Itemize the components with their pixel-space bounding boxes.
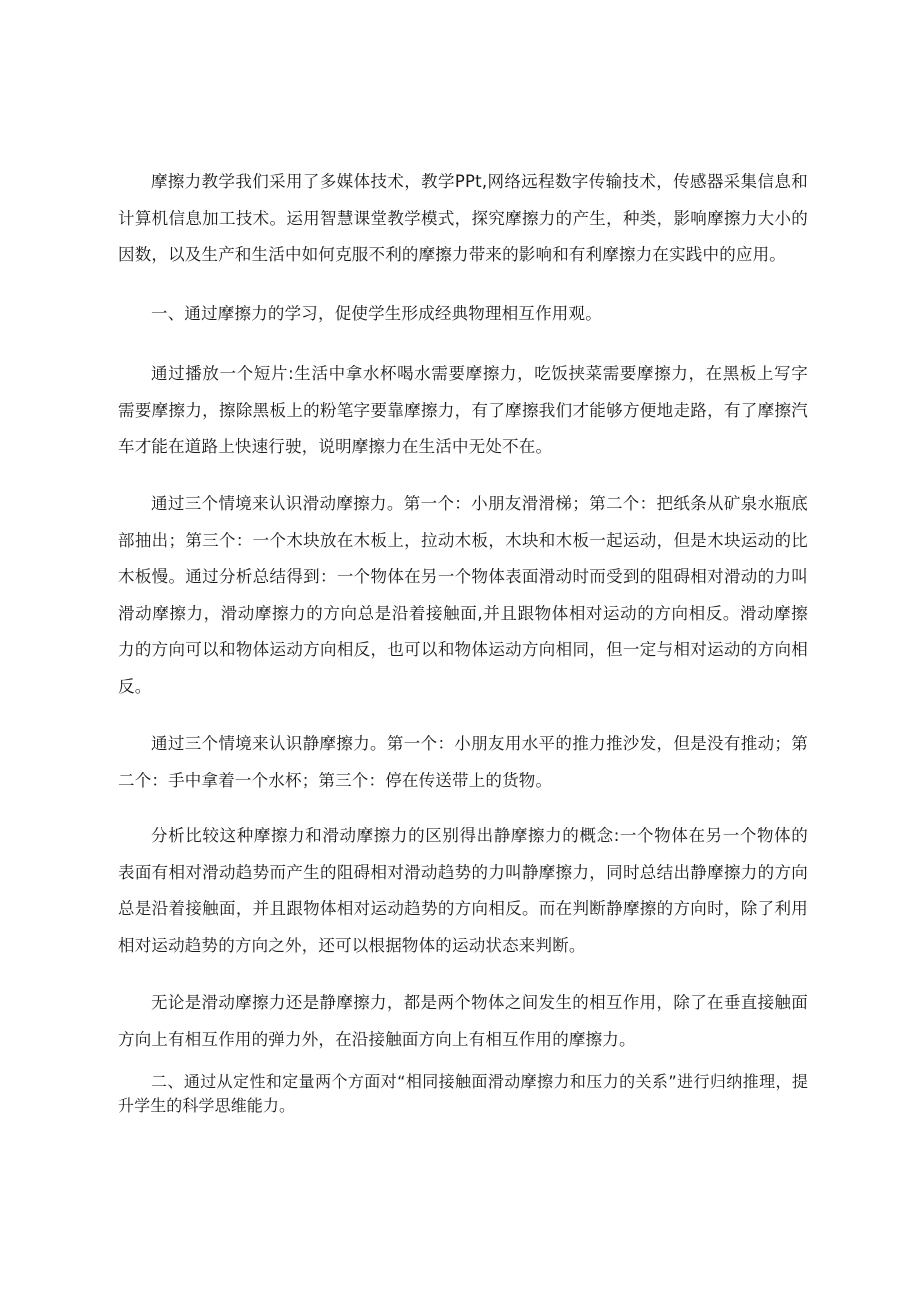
section-heading-2: 二、通过从定性和定量两个方面对“相同接触面滑动摩擦力和压力的关系”进行归纳推理，提升学生的科学思维能力。 <box>118 1072 808 1115</box>
paragraph-intro: 摩擦力教学我们采用了多媒体技术，教学PPt,网络远程数字传输技术，传感器采集信息和计算机信息加工技术。运用智慧课堂教学模式，探究摩擦力的产生，种类，影响摩擦力大小的因数，以及生产和生活中如何克服不利的摩擦力带来的影响和有利摩擦力在实践中的应用。 <box>118 172 808 264</box>
paragraph-static-friction-concept: 分析比较这种摩擦力和滑动摩擦力的区别得出静摩擦力的概念:一个物体在另一个物体的表面有相对滑动趋势而产生的阻碍相对滑动趋势的力叫静摩擦力，同时总结出静摩擦力的方向总是沿着接触面，并且跟物体相对运动趋势的方向相反。而在判断静摩擦的方向时，除了利用相对运动趋势的方向之外，还可以根据物体的运动状态来判断。 <box>118 826 808 955</box>
paragraph-static-friction-scenes: 通过三个情境来认识静摩擦力。第一个：小朋友用水平的推力推沙发，但是没有推动；第二个：手中拿着一个水杯；第三个：停在传送带上的货物。 <box>118 734 808 790</box>
paragraph-video: 通过播放一个短片:生活中拿水杯喝水需要摩擦力，吃饭挟菜需要摩擦力，在黑板上写字需要摩擦力，擦除黑板上的粉笔字要靠摩擦力，有了摩擦我们才能够方便地走路，有了摩擦汽车才能在道路上快速行驶，说明摩擦力在生活中无处不在。 <box>118 364 808 456</box>
paragraph-interaction-summary: 无论是滑动摩擦力还是静摩擦力，都是两个物体之间发生的相互作用，除了在垂直接触面方向上有相互作用的弹力外，在沿接触面方向上有相互作用的摩擦力。 <box>118 993 808 1049</box>
section-heading-1: 一、通过摩擦力的学习，促使学生形成经典物理相互作用观。 <box>151 304 602 323</box>
paragraph-sliding-friction: 通过三个情境来认识滑动摩擦力。第一个：小朋友滑滑梯；第二个：把纸条从矿泉水瓶底部抽出；第三个：一个木块放在木板上，拉动木板，木块和木板一起运动，但是木块运动的比木板慢。通过分析总结得到：一个物体在另一个物体表面滑动时而受到的阻碍相对滑动的力叫滑动摩擦力，滑动摩擦力的方向总是沿着接触面,并且跟物体相对运动的方向相反。滑动摩擦力的方向可以和物体运动方向相反，也可以和物体运动方向相同，但一定与相对运动的方向相反。 <box>118 494 808 696</box>
